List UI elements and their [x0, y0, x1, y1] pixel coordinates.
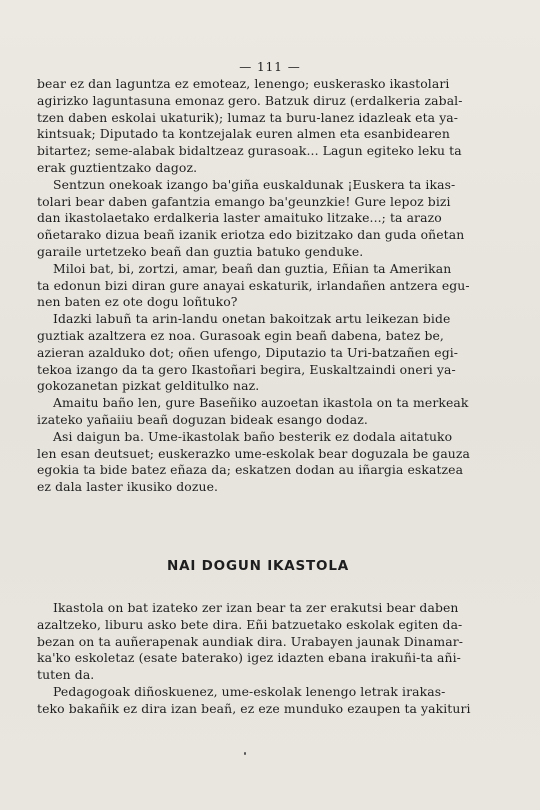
text-line: egokia ta bide batez eñaza da; eskatzen dodan au iñargia eskatzea [37, 462, 464, 478]
page-number: — 111 — [239, 60, 301, 74]
text-line: bitartez; seme-alabak bidaltzeaz gurasoak... Lagun egiteko leku ta [37, 143, 462, 159]
text-line: Idazki labuñ ta arin-landu onetan bakoitzak artu leikezan bide [53, 311, 451, 327]
section-heading: NAI DOGUN IKASTOLA [167, 558, 349, 574]
text-line: oñetarako dizua beañ izanik eriotza edo bizitzako dan guda oñetan [37, 227, 465, 243]
text-line: guztiak azaltzera ez noa. Gurasoak egin beañ dabena, batez be, [37, 327, 444, 343]
text-line: kintsuak; Diputado ta kontzejalak euren almen eta esanbidearen [37, 126, 450, 142]
text-line: tolari bear daben gafantzia emango ba'geunzkie! Gure lepoz bizi [37, 193, 451, 209]
text-line: bezan on ta auñerapenak aundiak dira. Urabayen jaunak Dinamar- [37, 633, 464, 649]
text-line: len esan deutsuet; euskerazko ume-eskolak bear doguzala be gauza [37, 445, 470, 461]
text-line: ka'ko eskoletaz (esate baterako) igez idazten ebana irakuñi-ta añi- [37, 650, 461, 666]
text-line: azieran azalduko dot; oñen ufengo, Diputazio ta Uri-batzañen egi- [37, 344, 459, 360]
section-text [37, 600, 484, 718]
text-line: tekoa izango da ta gero Ikastoñari begira, Euskaltzaindi oneri ya- [37, 361, 456, 377]
text-line: Amaitu baño len, gure Baseñiko auzoetan ikastola on ta merkeak [53, 395, 469, 411]
print-speck [244, 752, 246, 755]
text-line: tzen daben eskolai ukaturik); lumaz ta buru-lanez idazleak eta ya- [37, 109, 459, 125]
text-line: gokozanetan pizkat gelditulko naz. [37, 378, 260, 394]
text-line: nen baten ez ote dogu loñtuko? [37, 294, 238, 310]
body-text [37, 76, 484, 496]
text-line: ta edonun bizi diran gure anayai eskaturik, irlandañen antzera egu- [37, 277, 470, 293]
text-line: Asi daigun ba. Ume-ikastolak baño besterik ez dodala aitatuko [53, 428, 453, 444]
text-line: Sentzun onekoak izango ba'giña euskaldunak ¡Euskera ta ikas- [53, 176, 456, 192]
text-line: Pedagogoak diñoskuenez, ume-eskolak lenengo letrak irakas- [53, 683, 446, 699]
text-line: tuten da. [37, 667, 95, 683]
text-line: Miloi bat, bi, zortzi, amar, beañ dan guztia, Eñian ta Amerikan [53, 260, 452, 276]
text-line: erak guztientzako dagoz. [37, 159, 198, 175]
text-line: izateko yañaiiu beañ doguzan bideak esango dodaz. [37, 411, 368, 427]
text-line: bear ez dan laguntza ez emoteaz, lenengo; euskerasko ikastolari [37, 76, 450, 91]
text-line: Ikastola on bat izateko zer izan bear ta zer erakutsi bear daben [53, 600, 459, 615]
text-line: agirizko laguntasuna emonaz gero. Batzuk diruz (erdalkeria zabal- [37, 92, 463, 108]
text-line: dan ikastolaetako erdalkeria laster amaituko litzake...; ta arazo [37, 210, 442, 226]
text-line: ez dala laster ikusiko dozue. [37, 479, 219, 495]
text-line: garaile urtetzeko beañ dan guztia batuko genduke. [37, 243, 364, 259]
text-line: teko bakañik ez dira izan beañ, ez eze munduko ezaupen ta yakituri [37, 700, 471, 716]
text-line: azaltzeko, liburu asko bete dira. Eñi batzuetako eskolak egiten da- [37, 616, 463, 632]
